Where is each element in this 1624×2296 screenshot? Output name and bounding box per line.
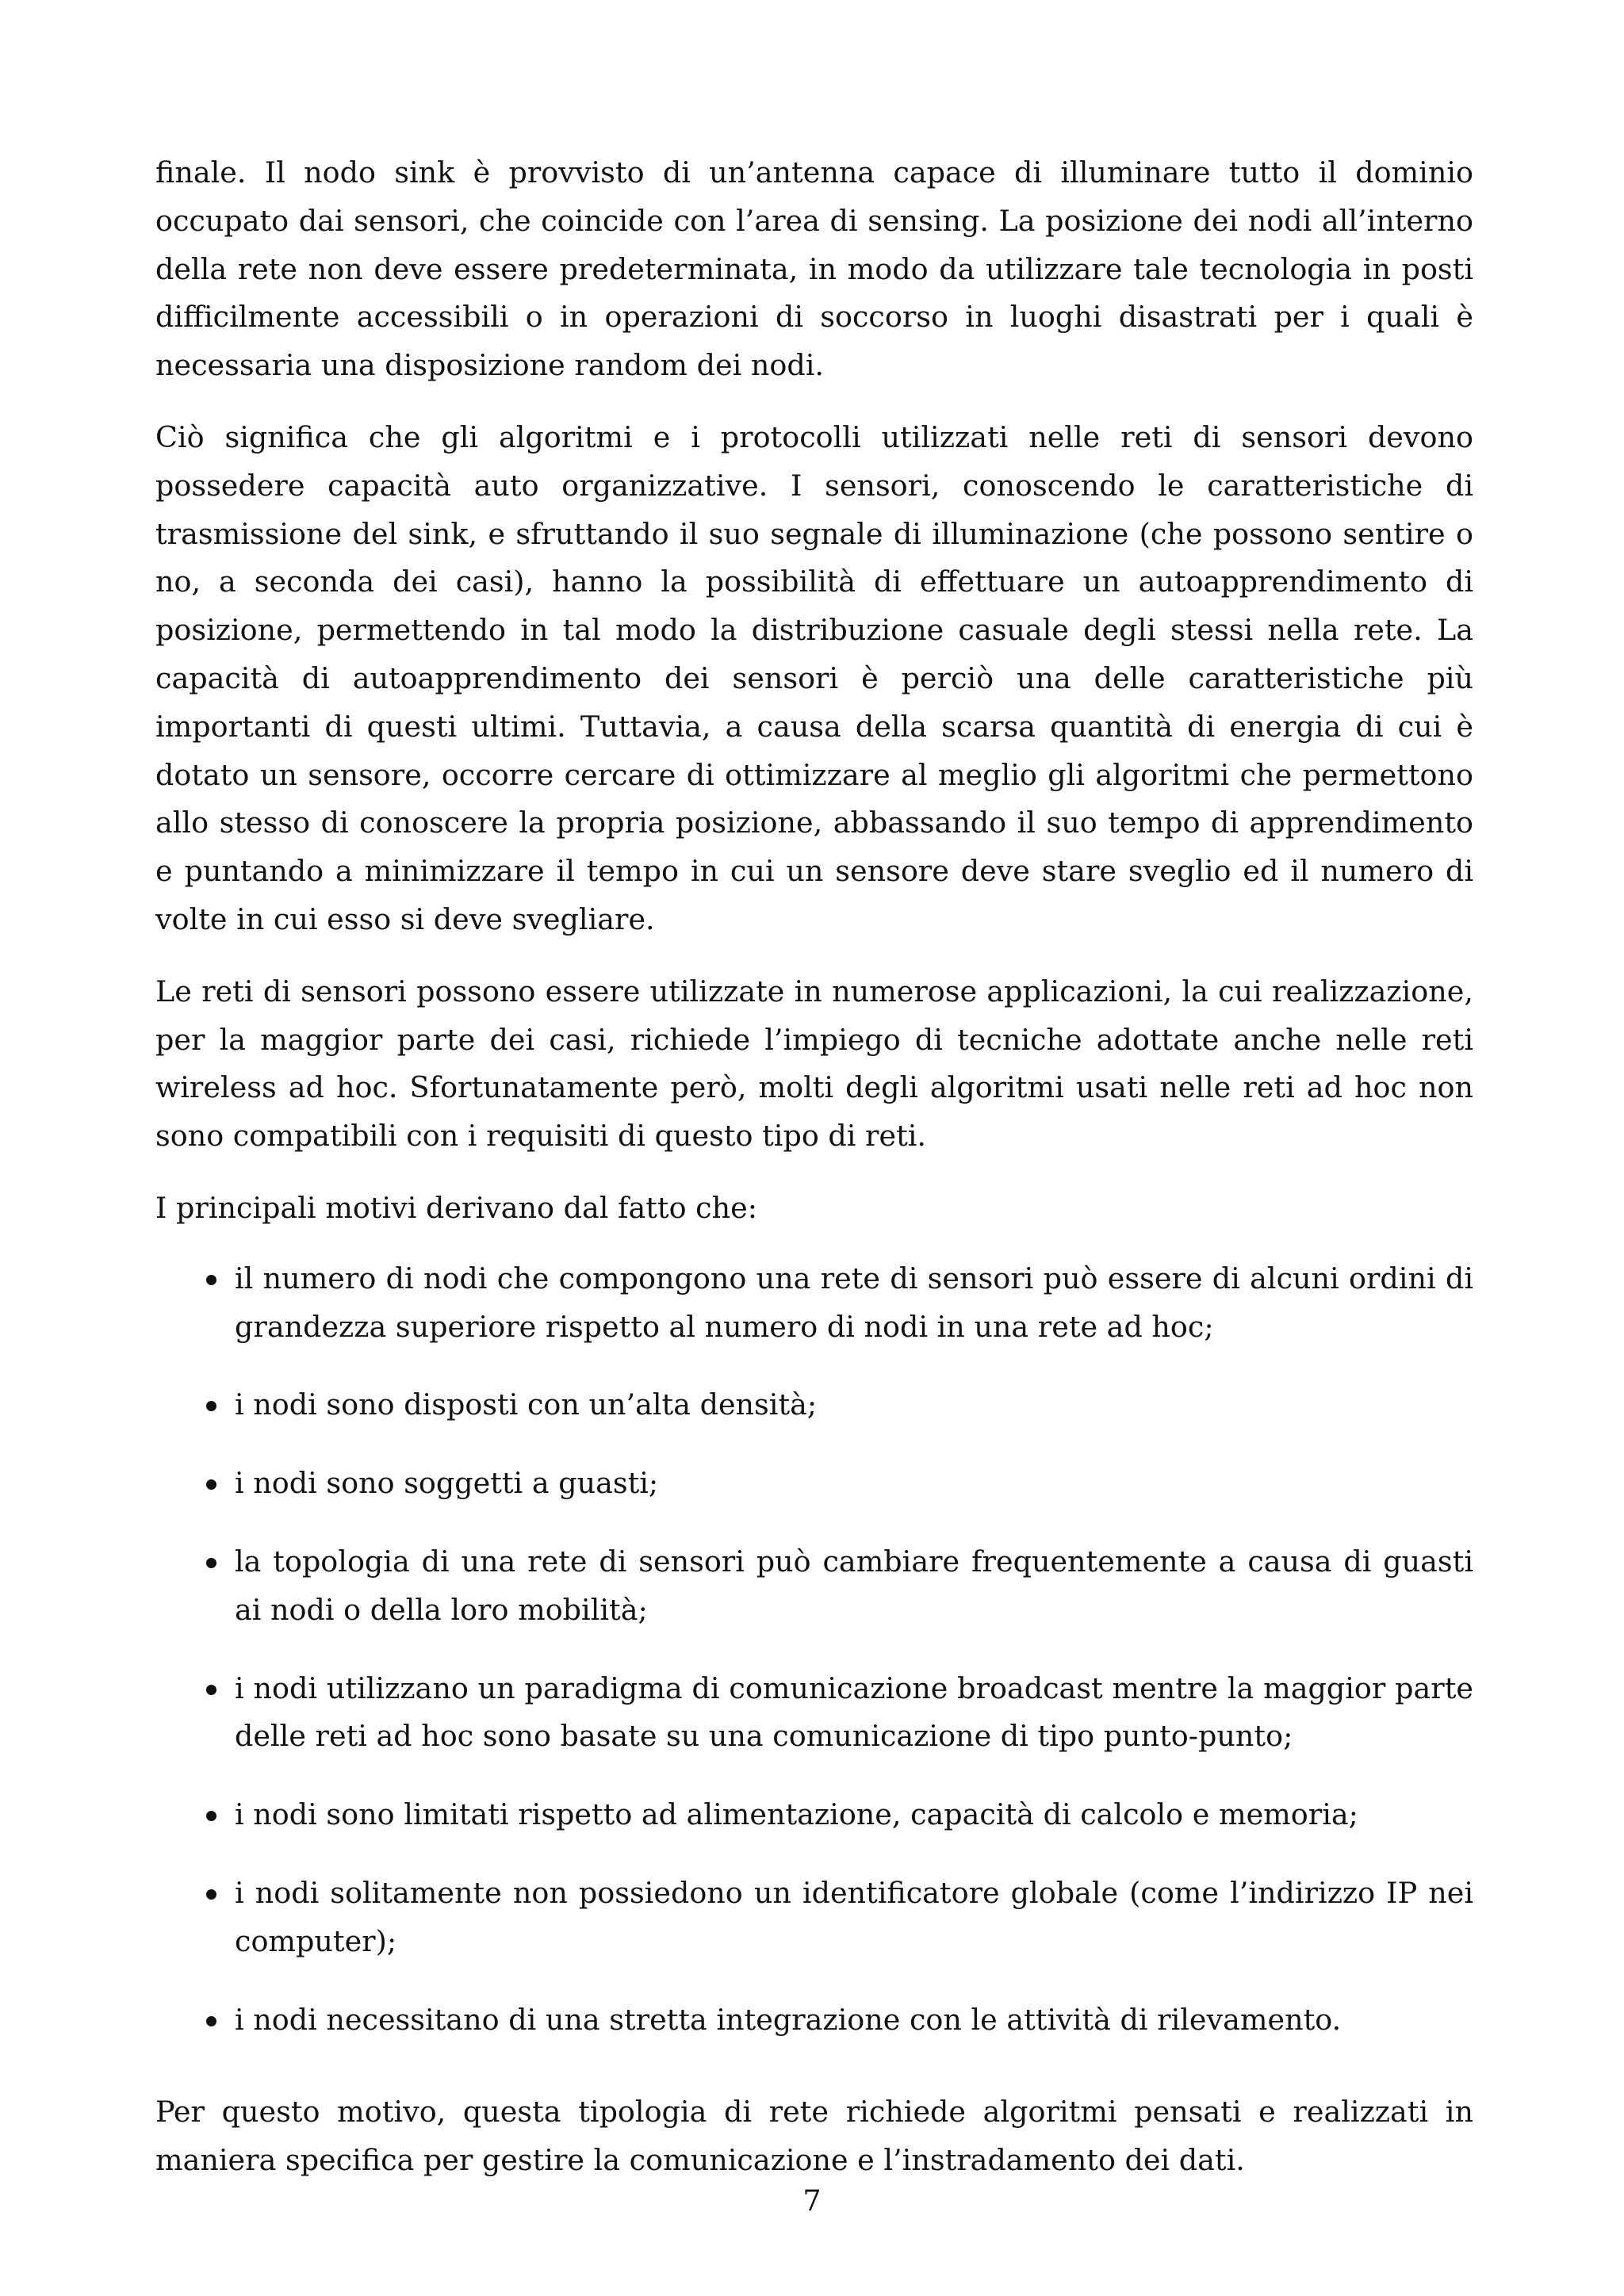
list-item: i nodi solitamente non possiedono un identificatore globale (come l’indirizzo IP nei computer); [155,1869,1473,1966]
list-item: i nodi utilizzano un paradigma di comunicazione broadcast mentre la maggior parte delle reti ad hoc sono basate su una comunicazione di tipo punto-punto; [155,1665,1473,1762]
paragraph-sink-node: finale. Il nodo sink è provvisto di un’antenna capace di illuminare tutto il dominio occupato dai sensori, che coincide con l’area di sensing. La posizione dei nodi all’interno della rete non deve essere predeterminata, in modo da utilizzare tale tecnologia in posti difficilmente accessibili o in operazioni di soccorso in luoghi disastrati per i quali è necessaria una disposizione random dei nodi. [155,155,1473,383]
paragraph-list-intro: I principali motivi derivano dal fatto che: [155,1190,758,1225]
paragraph-conclusion: Per questo motivo, questa tipologia di rete richiede algoritmi pensati e realizzati in maniera specifica per gestire la comunicazione e l’instradamento dei dati. [155,2095,1473,2178]
list-item: la topologia di una rete di sensori può cambiare frequentemente a causa di guasti ai nodi o della loro mobilità; [155,1538,1473,1635]
paragraph-applications: Le reti di sensori possono essere utilizzate in numerose applicazioni, la cui realizzazione, per la maggior parte dei casi, richiede l’impiego di tecniche adottate anche nelle reti wireless ad hoc. Sfortunatamente però, molti degli algoritmi usati nelle reti ad hoc non sono compatibili con i requisiti di questo tipo di reti. [155,974,1473,1154]
list-item: il numero di nodi che compongono una rete di sensori può essere di alcuni ordini di grandezza superiore rispetto al numero di nodi in una rete ad hoc; [155,1255,1473,1352]
list-item: i nodi sono disposti con un’alta densità; [155,1381,1473,1429]
list-item: i nodi sono limitati rispetto ad alimentazione, capacità di calcolo e memoria; [155,1791,1473,1839]
page-content [155,149,1473,2209]
list-item: i nodi sono soggetti a guasti; [155,1460,1473,1508]
list-item: i nodi necessitano di una stretta integrazione con le attività di rilevamento. [155,1996,1473,2045]
page-number: 7 [802,2183,822,2218]
motives-list [155,1255,1473,2045]
paragraph-self-organization: Ciò significa che gli algoritmi e i protocolli utilizzati nelle reti di sensori devono possedere capacità auto organizzative. I sensori, conoscendo le caratteristiche di trasmissione del sink, e sfruttando il suo segnale di illuminazione (che possono sentire o no, a seconda dei casi), hanno la possibilità di effettuare un autoapprendimento di posizione, permettendo in tal modo la distribuzione casuale degli stessi nella rete. La capacità di autoapprendimento dei sensori è perciò una delle caratteristiche più importanti di questi ultimi. Tuttavia, a causa della scarsa quantità di energia di cui è dotato un sensore, occorre cercare di ottimizzare al meglio gli algoritmi che permettono allo stesso di conoscere la propria posizione, abbassando il suo tempo di apprendimento e puntando a minimizzare il tempo in cui un sensore deve stare sveglio ed il numero di volte in cui esso si deve svegliare. [155,419,1473,936]
